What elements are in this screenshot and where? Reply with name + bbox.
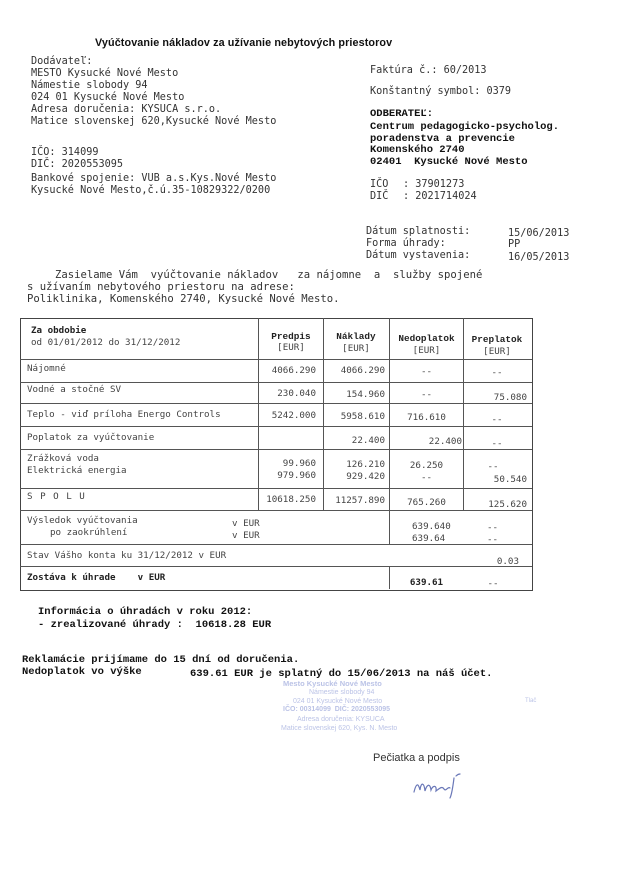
row-label: Teplo - viď príloha Energo Controls	[27, 409, 221, 420]
row-nedoplatok: --	[420, 366, 433, 377]
supplier-delivery: Adresa doručenia: KYSUCA s.r.o.	[31, 104, 222, 115]
document-title: Vyúčtovanie nákladov za užívanie nebytových priestorov	[95, 37, 393, 49]
row-preplatok: 75.080	[493, 392, 527, 403]
row-preplatok: --	[491, 367, 503, 378]
customer-ico-label: IČO	[370, 179, 389, 190]
period-label: Za obdobie	[31, 325, 87, 336]
stamp-side: Tlač	[525, 698, 537, 704]
total-label: S P O L U	[27, 491, 86, 502]
row-nedoplatok: --	[420, 472, 433, 483]
supplier-bank: Bankové spojenie: VUB a.s.Kys.Nové Mesto	[31, 173, 277, 184]
row-naklady: 22.400	[351, 435, 385, 446]
row-label: Zrážková voda	[27, 453, 99, 464]
col-naklady: Náklady	[336, 331, 376, 342]
supplier-city: 024 01 Kysucké Nové Mesto	[31, 92, 185, 103]
complaints-note: Reklamácie prijímame do 15 dní od doručenia.	[22, 654, 300, 666]
invoice-number: Faktúra č.: 60/2013	[370, 65, 487, 76]
col-naklady-unit: [EUR]	[342, 343, 370, 354]
result-unit-rounded: v EUR	[232, 530, 260, 541]
payments-line: - zrealizované úhrady : 10618.28 EUR	[38, 619, 272, 631]
row-preplatok: --	[491, 438, 503, 449]
supplier-ico: IČO: 314099	[31, 147, 99, 158]
customer-name-2: poradenstva a prevencie	[370, 133, 515, 145]
intro-line-2: s užívaním nebytového priestoru na adrese:	[27, 281, 295, 293]
row-predpis: 979.960	[277, 470, 316, 481]
col-predpis: Predpis	[271, 331, 311, 342]
to-pay-label: Zostáva k úhrade v EUR	[27, 572, 166, 583]
row-label: Vodné a stočné SV	[27, 384, 122, 395]
arrears-label: Nedoplatok vo výške	[22, 666, 142, 678]
customer-city: 02401 Kysucké Nové Mesto	[370, 156, 528, 168]
payment-form-value: PP	[508, 239, 521, 250]
result-label: Výsledok vyúčtovania	[27, 515, 138, 526]
row-preplatok: --	[491, 414, 503, 425]
stamp-line: 024 01 Kysucké Nové Mesto	[293, 698, 383, 705]
row-preplatok: --	[487, 461, 499, 472]
stamp-line: Matice slovenskej 620, Kys. N. Mesto	[281, 725, 398, 732]
customer-street: Komenského 2740	[370, 144, 465, 156]
due-date-label: Dátum splatnosti:	[366, 226, 471, 237]
col-predpis-unit: [EUR]	[277, 342, 305, 353]
supplier-heading: Dodávateľ:	[31, 56, 93, 67]
supplier-dic: DIČ: 2020553095	[31, 159, 124, 170]
result-preplatok-rounded: --	[487, 534, 499, 545]
customer-heading: ODBERATEĽ:	[370, 108, 434, 120]
col-nedoplatok: Nedoplatok	[398, 333, 455, 344]
to-pay-nedoplatok: 639.61	[409, 577, 444, 588]
row-predpis: 4066.290	[271, 365, 316, 376]
row-nedoplatok: 716.610	[407, 412, 446, 423]
customer-dic-label: DIČ	[370, 191, 389, 202]
row-naklady: 154.960	[346, 389, 385, 400]
customer-dic: : 2021714024	[403, 191, 477, 202]
supplier-bank-2: Kysucké Nové Mesto,č.ú.35-10829322/0200	[31, 185, 271, 196]
official-stamp	[283, 680, 543, 740]
stamp-line: Mesto Kysucké Nové Mesto	[283, 679, 382, 688]
total-preplatok: 125.620	[488, 499, 527, 510]
result-preplatok: --	[487, 522, 499, 533]
customer-name-1: Centrum pedagogicko-psycholog.	[370, 121, 560, 133]
customer-ico: : 37901273	[403, 179, 465, 190]
total-nedoplatok: 765.260	[407, 497, 446, 508]
period-value: od 01/01/2012 do 31/12/2012	[31, 337, 181, 348]
row-nedoplatok: 22.400	[428, 436, 462, 447]
supplier-delivery-2: Matice slovenskej 620,Kysucké Nové Mesto	[31, 116, 277, 127]
stamp-line: Námestie slobody 94	[309, 689, 375, 696]
to-pay-preplatok: --	[487, 578, 499, 589]
result-nedoplatok: 639.640	[412, 521, 451, 532]
supplier-name: MESTO Kysucké Nové Mesto	[31, 68, 179, 79]
account-label: Stav Vášho konta ku 31/12/2012 v EUR	[27, 550, 227, 561]
payment-form-label: Forma úhrady:	[366, 238, 446, 249]
result-unit: v EUR	[232, 518, 260, 529]
intro-line-1: Zasielame Vám vyúčtovanie nákladov za nájomne a služby spojené	[55, 269, 483, 281]
row-label: Nájomné	[27, 363, 66, 374]
row-preplatok: 50.540	[493, 474, 527, 485]
issue-date-label: Dátum vystavenia:	[366, 250, 471, 261]
stamp-line: IČO: 00314099 DIČ: 2020553095	[283, 706, 391, 713]
row-naklady: 126.210	[346, 459, 385, 470]
col-nedoplatok-unit: [EUR]	[412, 345, 441, 356]
row-naklady: 929.420	[346, 471, 385, 482]
total-naklady: 11257.890	[335, 495, 385, 506]
payments-heading: Informácia o úhradách v roku 2012:	[38, 606, 253, 618]
row-naklady: 4066.290	[340, 365, 385, 376]
result-label-rounded: po zaokrúhlení	[50, 527, 128, 538]
due-date-value: 15/06/2013	[508, 228, 570, 239]
row-predpis: 99.960	[282, 458, 316, 469]
col-preplatok: Preplatok	[471, 334, 523, 345]
row-predpis: 230.040	[277, 388, 316, 399]
signature-label: Pečiatka a podpis	[373, 752, 460, 764]
result-nedoplatok-rounded: 639.64	[412, 533, 446, 544]
row-label: Poplatok za vyúčtovanie	[27, 432, 155, 443]
issue-date-value: 16/05/2013	[508, 252, 570, 263]
row-nedoplatok: --	[420, 389, 433, 400]
arrears-text: 639.61 EUR je splatný do 15/06/2013 na náš účet.	[190, 668, 493, 680]
stamp-line: Adresa doručenia: KYSUCA	[297, 716, 385, 723]
row-label: Elektrická energia	[27, 465, 127, 476]
intro-line-3: Poliklinika, Komenského 2740, Kysucké Nové Mesto.	[27, 293, 340, 305]
account-value: 0.03	[496, 556, 519, 567]
col-preplatok-unit: [EUR]	[483, 346, 511, 357]
row-nedoplatok: 26.250	[409, 460, 444, 471]
row-naklady: 5958.610	[340, 411, 385, 422]
constant-symbol: Konštantný symbol: 0379	[370, 86, 512, 97]
total-predpis: 10618.250	[266, 494, 316, 505]
row-predpis: 5242.000	[271, 410, 316, 421]
supplier-street: Námestie slobody 94	[31, 80, 148, 91]
handwritten-signature	[410, 770, 490, 800]
